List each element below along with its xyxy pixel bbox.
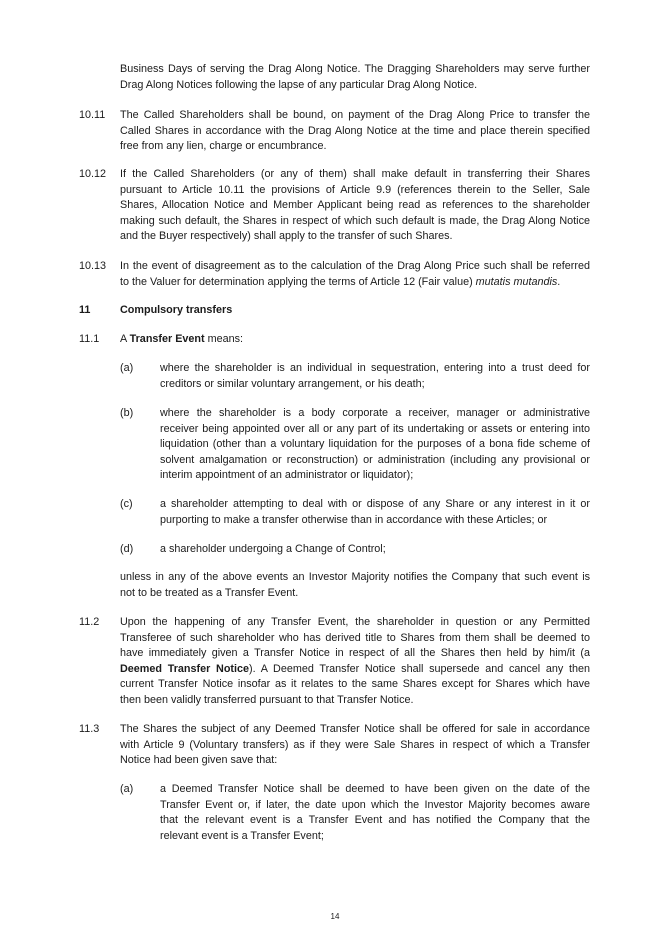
text-line: Business Days of serving the Drag Along Notice. The Dragging Shareholders may serve further <box>120 63 590 75</box>
list-item <box>160 782 590 844</box>
clause-number: 11.1 <box>79 333 100 345</box>
text-segment: to the Valuer for determination applying the terms of Article 12 (Fair value) <box>120 275 476 288</box>
text-line <box>120 332 590 348</box>
item-label: (c) <box>120 498 133 510</box>
text-line: pursuant to Article 10.11 the provisions of Article 9.9 (references therein to the Seller, Sale <box>120 183 590 196</box>
text-line: unless in any of the above events an Investor Majority notifies the Company that such event is <box>120 571 590 583</box>
list-item <box>160 361 590 392</box>
text-line: creditors or similar voluntary arrangement, or his death; <box>160 377 425 390</box>
defined-term: Transfer Event <box>129 333 205 345</box>
defined-term: Deemed Transfer Notice <box>120 662 250 675</box>
text-line: that the relevant event is a Transfer Event and has notified the Company that the <box>160 814 590 826</box>
clause-11-1 <box>120 332 590 348</box>
text-line: The Shares the subject of any Deemed Transfer Notice shall be offered for sale in accordance <box>120 723 590 735</box>
text-line: where the shareholder is an individual in sequestration, entering into a trust deed for <box>160 362 590 374</box>
clause-number: 10.13 <box>79 260 107 272</box>
text-line: where the shareholder is a body corporate a receiver, manager or administrative <box>160 407 590 419</box>
list-item <box>160 542 590 558</box>
text-line <box>120 275 590 291</box>
list-item <box>160 406 590 484</box>
text-segment: A <box>120 333 130 345</box>
text-line: interim appointment of an administrator or liquidator); <box>160 469 414 481</box>
text-line: a Deemed Transfer Notice shall be deemed to have been given on the date of the <box>160 783 590 795</box>
text-line: purporting to make a transfer otherwise than in accordance with these Articles; or <box>160 513 548 526</box>
text-line: receiver being appointed over all or any part of its undertaking or assets or entering into <box>160 422 590 435</box>
section-title: Compulsory transfers <box>120 304 233 316</box>
text-line: Shares, Allocation Notice and Member Applicant being read as references to the shareholder <box>120 199 590 211</box>
clause-number: 11.3 <box>79 723 100 735</box>
list-item <box>160 497 590 528</box>
text-segment: . <box>557 275 561 288</box>
text-line: Transfer Event or, if later, the date upon which the Investor Majority becomes aware <box>160 798 590 811</box>
paragraph-continuation <box>120 62 590 93</box>
text-line: current Transfer Notice insofar as it relates to the same Shares except for Shares which have <box>120 678 590 690</box>
text-line: liquidation (other than a voluntary liquidation for the purposes of a bona fide scheme of <box>160 438 590 450</box>
item-label: (d) <box>120 543 134 555</box>
text-line: with Article 9 (Voluntary transfers) as if they were Sale Shares in respect of which a Transfer <box>120 738 590 751</box>
text-line: have immediately given a Transfer Notice in respect of all the Shares then held by him/it (a <box>120 647 590 659</box>
text-line: Upon the happening of any Transfer Event, the shareholder in question or any Permitted <box>120 616 590 628</box>
text-line: Called Shares in accordance with the Drag Along Notice at the time and place therein specified <box>120 124 590 137</box>
text-line: making such default, the Shares in respect of which such default is made, the Drag Along Notice <box>120 214 590 227</box>
clause-number: 11.2 <box>79 616 100 628</box>
italic-term: mutatis mutandis <box>475 275 558 288</box>
text-segment: ). A Deemed Transfer Notice shall supersede and cancel any then <box>249 662 590 675</box>
item-label: (a) <box>120 783 134 795</box>
clause-10-13 <box>120 259 590 290</box>
clause-11-1-closing <box>120 570 590 601</box>
clause-11-3 <box>120 722 590 769</box>
text-line: Drag Along Notices following the lapse of any particular Drag Along Notice. <box>120 78 478 91</box>
text-line: solvent amalgamation or reconstruction) or administration (including any provisional or <box>160 453 590 466</box>
text-line: and the Buyer respectively) shall apply to the transfer of such Shares. <box>120 230 453 242</box>
section-number-text: 11 <box>79 304 91 316</box>
text-line: not to be treated as a Transfer Event. <box>120 586 299 599</box>
text-line: Notice had been given save that: <box>120 754 278 766</box>
clause-11-2 <box>120 615 590 708</box>
page-number: 14 <box>330 912 340 921</box>
text-line: In the event of disagreement as to the calculation of the Drag Along Price such shall be referred <box>120 260 590 272</box>
text-line: If the Called Shareholders (or any of them) shall make default in transferring their Shares <box>120 168 590 180</box>
item-label: (b) <box>120 407 134 419</box>
text-line: then been validly transferred pursuant to that Transfer Notice. <box>120 693 414 706</box>
text-line: free from any lien, charge or encumbrance. <box>120 140 327 152</box>
text-line: a shareholder undergoing a Change of Control; <box>160 543 386 555</box>
text-segment: means: <box>204 333 244 345</box>
clause-number: 10.12 <box>79 168 107 180</box>
clause-10-12 <box>120 167 590 245</box>
text-line: a shareholder attempting to deal with or dispose of any Share or any interest in it or <box>160 498 590 510</box>
clause-10-11 <box>120 108 590 155</box>
item-label: (a) <box>120 362 134 374</box>
text-line: The Called Shareholders shall be bound, on payment of the Drag Along Price to transfer the <box>120 109 590 121</box>
section-heading <box>120 303 590 319</box>
text-line: Transferee of such shareholder who has derived title to Shares from them shall be deemed to <box>120 631 590 644</box>
text-line: relevant event is a Transfer Event; <box>160 829 324 842</box>
clause-number: 10.11 <box>79 109 106 121</box>
section-number <box>79 303 90 319</box>
text-line <box>120 662 590 678</box>
